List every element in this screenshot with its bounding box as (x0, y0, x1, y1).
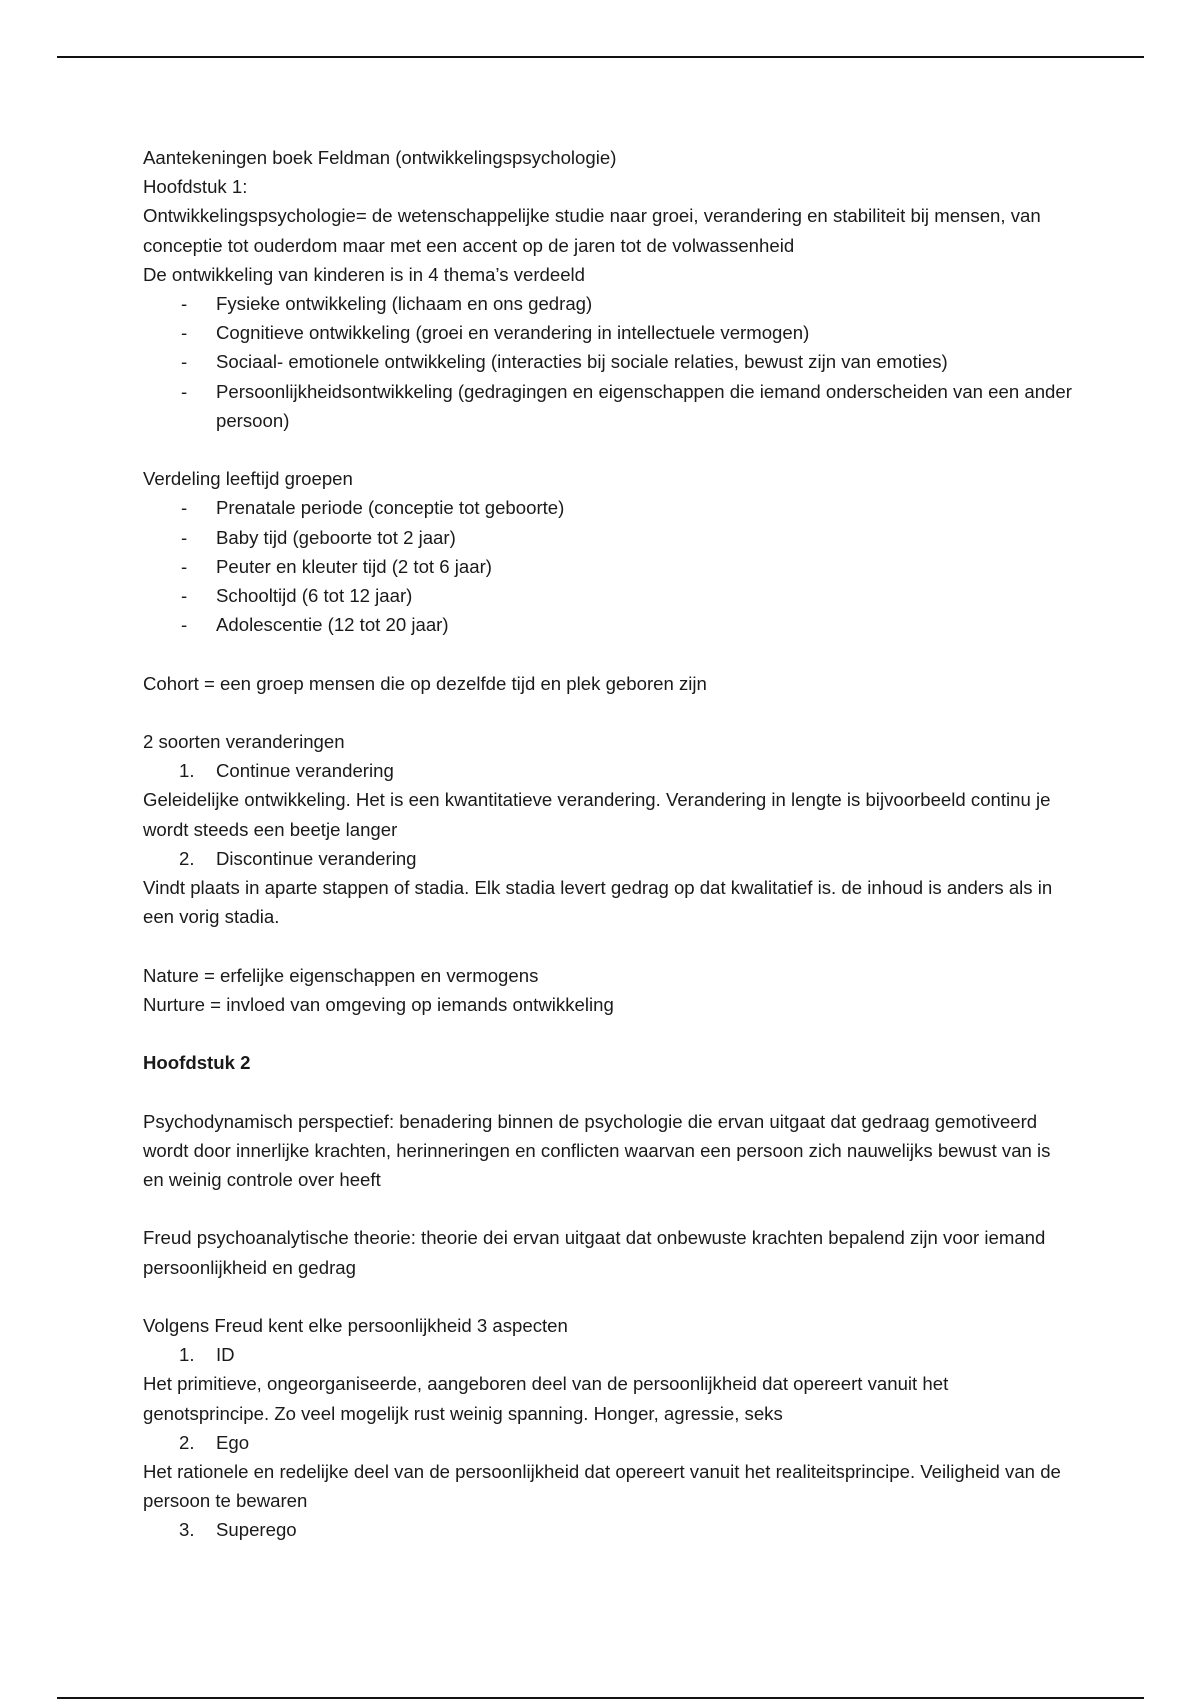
dash-bullet: - (181, 585, 188, 607)
cohort-definition: Cohort = een groep mensen die op dezelfde tijd en plek geboren zijn (143, 672, 707, 694)
list-item (143, 377, 1073, 435)
aspect-item-2 (143, 1428, 1073, 1457)
spacer (143, 698, 1073, 727)
age-group-text: Baby tijd (geboorte tot 2 jaar) (216, 526, 456, 548)
list-item (143, 347, 1073, 376)
spacer (143, 1194, 1073, 1223)
list-item (143, 318, 1073, 347)
spacer (143, 1282, 1073, 1311)
freud-theory-definition: Freud psychoanalytische theorie: theorie dei ervan uitgaat dat onbewuste krachten bepalend zijn voor iemand persoonlijkheid en gedrag (143, 1227, 1046, 1278)
age-group-text: Schooltijd (6 tot 12 jaar) (216, 585, 413, 607)
theme-text: Fysieke ontwikkeling (lichaam en ons gedrag) (216, 293, 593, 315)
age-groups-intro: Verdeling leeftijd groepen (143, 468, 353, 490)
number-marker: 2. (179, 1431, 195, 1453)
aspect-title: Superego (216, 1519, 297, 1541)
document-body (143, 143, 1073, 1545)
change-title: Continue verandering (216, 760, 394, 782)
spacer (143, 931, 1073, 960)
aspects-intro: Volgens Freud kent elke persoonlijkheid 3 aspecten (143, 1315, 568, 1336)
spacer (143, 1077, 1073, 1106)
list-item (143, 493, 1073, 522)
list-item (143, 289, 1073, 318)
dash-bullet: - (181, 293, 188, 315)
themes-list (143, 289, 1073, 435)
list-item (143, 552, 1073, 581)
aspect-item-1 (143, 1340, 1073, 1369)
psychodynamic-definition: Psychodynamisch perspectief: benadering binnen de psychologie die ervan uitgaat dat gedraag gemotiveerd wordt door innerlijke krachten, herinneringen en conflicten waarvan een persoon zich nauwelijks bewust van is en weinig controle over heeft (143, 1110, 1051, 1191)
theme-text: Cognitieve ontwikkeling (groei en verandering in intellectuele vermogen) (216, 322, 810, 344)
dash-bullet: - (181, 614, 188, 636)
number-marker: 2. (179, 847, 195, 869)
change-item-1 (143, 756, 1073, 785)
aspect-title: Ego (216, 1431, 250, 1453)
number-marker: 1. (179, 760, 195, 782)
themes-intro: De ontwikkeling van kinderen is in 4 thema’s verdeeld (143, 263, 586, 285)
number-marker: 1. (179, 1344, 195, 1366)
list-item (143, 581, 1073, 610)
aspect-item-3 (143, 1515, 1073, 1544)
change-description: Geleidelijke ontwikkeling. Het is een kwantitatieve verandering. Verandering in lengte is bijvoorbeeld continu je wordt steeds een beetje langer (143, 789, 1051, 840)
chapter1-heading: Hoofdstuk 1: (143, 176, 248, 198)
list-item (143, 1340, 1073, 1369)
list-item (143, 756, 1073, 785)
spacer (143, 639, 1073, 668)
list-item (143, 610, 1073, 639)
aspect-description: Het primitieve, ongeorganiseerde, aangeboren deel van de persoonlijkheid dat opereert vanuit het genotsprincipe. Zo veel mogelijk rust weinig spanning. Honger, agressie, seks (143, 1373, 949, 1424)
age-group-text: Adolescentie (12 tot 20 jaar) (216, 614, 449, 636)
age-group-text: Prenatale periode (conceptie tot geboorte) (216, 497, 565, 519)
dash-bullet: - (181, 380, 188, 402)
dash-bullet: - (181, 322, 188, 344)
change-item-2 (143, 844, 1073, 873)
dash-bullet: - (181, 351, 188, 373)
nurture-definition: Nurture = invloed van omgeving op iemands ontwikkeling (143, 993, 614, 1015)
number-marker: 3. (179, 1519, 195, 1541)
page-bottom-rule (57, 1697, 1144, 1699)
theme-text: Sociaal- emotionele ontwikkeling (interacties bij sociale relaties, bewust zijn van emoties) (216, 351, 948, 373)
changes-intro: 2 soorten veranderingen (143, 731, 345, 753)
development-psychology-definition: Ontwikkelingspsychologie= de wetenschappelijke studie naar groei, verandering en stabiliteit bij mensen, van conceptie tot ouderdom maar met een accent op de jaren tot de volwassenheid (143, 205, 1041, 256)
aspect-description: Het rationele en redelijke deel van de persoonlijkheid dat opereert vanuit het realiteitsprincipe. Veiligheid van de persoon te bewaren (143, 1461, 1061, 1512)
dash-bullet: - (181, 526, 188, 548)
list-item (143, 523, 1073, 552)
age-groups-list (143, 493, 1073, 639)
nature-definition: Nature = erfelijke eigenschappen en vermogens (143, 964, 539, 986)
age-group-text: Peuter en kleuter tijd (2 tot 6 jaar) (216, 555, 492, 577)
list-item (143, 1515, 1073, 1544)
aspect-title: ID (216, 1344, 235, 1366)
change-title: Discontinue verandering (216, 847, 417, 869)
list-item (143, 844, 1073, 873)
change-description: Vindt plaats in aparte stappen of stadia. Elk stadia levert gedrag op dat kwalitatief is. de inhoud is anders als in een vorig stadia. (143, 877, 1053, 928)
dash-bullet: - (181, 497, 188, 519)
dash-bullet: - (181, 555, 188, 577)
page-top-rule (57, 56, 1144, 58)
spacer (143, 435, 1073, 464)
document-title: Aantekeningen boek Feldman (ontwikkelingspsychologie) (143, 147, 617, 168)
theme-text: Persoonlijkheidsontwikkeling (gedragingen en eigenschappen die iemand onderscheiden van een ander persoon) (216, 380, 1072, 431)
spacer (143, 1019, 1073, 1048)
list-item (143, 1428, 1073, 1457)
chapter2-heading: Hoofdstuk 2 (143, 1052, 251, 1074)
